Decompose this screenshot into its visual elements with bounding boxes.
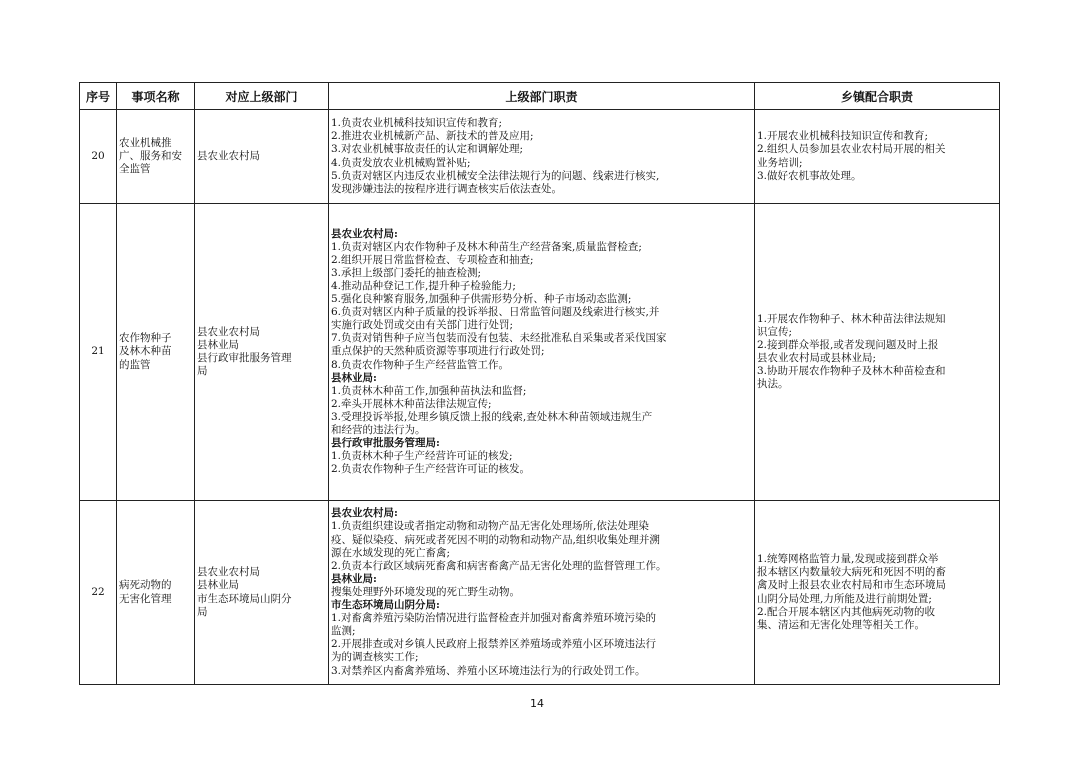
duty-line: 2.组织开展日常监督检查、专项检查和抽查; — [331, 253, 534, 266]
cell-item-name-line: 全监管 — [119, 163, 151, 176]
cell-superior-dept-line: 局 — [197, 365, 208, 378]
duty-line: 1.负责农业机械科技知识宣传和教育; — [331, 117, 503, 130]
cell-superior-duties — [329, 501, 755, 685]
duty-line: 1.负责对辖区内农作物种子及林木种苗生产经营备案,质量监督检查; — [331, 240, 642, 253]
header-superior-dept: 对应上级部门 — [195, 83, 329, 110]
duty-line: 2.开展排查或对乡镇人民政府上报禁养区养殖场或养殖小区环境违法行 — [331, 638, 657, 651]
duty-line: 4.负责发放农业机械购置补贴; — [331, 156, 471, 169]
duty-line: 1.负责林木种子生产经营许可证的核发; — [331, 450, 513, 463]
cell-superior-dept — [195, 204, 329, 501]
duty-line: 4.推动品种登记工作,提升种子检验能力; — [331, 279, 516, 292]
cell-item-name-line: 农业机械推 — [119, 136, 172, 149]
cell-township-duties-line: 1.开展农作物种子、林木种苗法律法规知 — [757, 312, 946, 325]
cell-superior-dept — [195, 110, 329, 204]
cell-township-duties-line: 业务培训; — [757, 156, 803, 169]
cell-township-duties-line: 禽及时上报县农业农村局和市生态环境局 — [757, 579, 946, 592]
cell-superior-dept-line: 县林业局 — [197, 579, 239, 592]
page-number: 14 — [530, 697, 544, 710]
cell-township-duties-line: 县农业农村局或县林业局; — [757, 352, 877, 364]
duty-line: 2.负责农作物种子生产经营许可证的核发。 — [331, 463, 531, 476]
duty-line: 搜集处理野外环境发现的死亡野生动物。 — [331, 585, 520, 598]
duty-line: 监测; — [331, 625, 356, 638]
cell-seq: 22 — [80, 501, 117, 685]
duty-line: 3.承担上级部门委托的抽查检测; — [331, 266, 482, 279]
duty-line: 3.受理投诉举报,处理乡镇反馈上报的线索,查处林木种苗领域违规生产 — [331, 410, 653, 423]
duty-line: 源在水域发现的死亡畜禽; — [331, 546, 451, 559]
duty-line: 5.负责对辖区内违反农业机械安全法律法规行为的问题、线索进行核实, — [331, 169, 660, 182]
cell-superior-duties — [329, 204, 755, 501]
duty-line: 和经营的违法行为。 — [331, 424, 426, 437]
duty-line: 重点保护的天然种质资源等事项进行行政处罚; — [331, 345, 545, 358]
cell-superior-dept-line: 县农业农村局 — [197, 325, 260, 338]
duty-dept-heading: 县林业局: — [331, 572, 377, 585]
cell-township-duties — [755, 110, 1000, 204]
cell-township-duties-line: 1.开展农业机械科技知识宣传和教育; — [757, 130, 929, 143]
cell-item-name-line: 无害化管理 — [119, 592, 172, 605]
cell-superior-dept-line: 市生态环境局山阴分 — [197, 592, 292, 605]
cell-superior-dept-line: 局 — [197, 605, 208, 618]
cell-superior-dept-line: 县农业农村局 — [197, 149, 260, 162]
duty-dept-heading: 市生态环境局山阴分局: — [331, 599, 440, 612]
header-township-duties: 乡镇配合职责 — [755, 83, 1000, 110]
cell-township-duties-line: 报本辖区内数量较大病死和死因不明的畜 — [757, 566, 946, 579]
duty-line: 为的调查核实工作; — [331, 651, 419, 664]
duty-line: 实施行政处罚或交由有关部门进行处罚; — [331, 319, 514, 332]
cell-item-name — [117, 501, 195, 685]
table-body — [80, 110, 1000, 685]
duty-line: 5.强化良种繁育服务,加强种子供需形势分析、种子市场动态监测; — [331, 293, 632, 306]
header-seq: 序号 — [80, 83, 117, 110]
cell-township-duties-line: 2.组织人员参加县农业农村局开展的相关 — [757, 143, 946, 156]
cell-item-name — [117, 110, 195, 204]
duty-line: 2.牵头开展林木种苗法律法规宣传; — [331, 397, 492, 410]
cell-superior-dept-line: 县行政审批服务管理 — [197, 352, 292, 364]
cell-item-name-line: 及林木种苗 — [119, 345, 172, 358]
cell-item-name-line: 广、服务和安 — [119, 149, 182, 162]
cell-superior-dept-line: 县农业农村局 — [197, 566, 260, 579]
duty-line: 8.负责农作物种子生产经营监管工作。 — [331, 358, 510, 371]
duty-dept-heading: 县行政审批服务管理局: — [331, 437, 440, 450]
cell-township-duties-line: 山阴分局处理,力所能及进行前期处置; — [757, 592, 932, 605]
cell-item-name — [117, 204, 195, 501]
duty-line: 2.推进农业机械新产品、新技术的普及应用; — [331, 130, 534, 143]
cell-item-name-line: 病死动物的 — [119, 579, 172, 592]
cell-superior-dept-line: 县林业局 — [197, 338, 239, 351]
cell-township-duties-line: 识宣传; — [757, 325, 793, 338]
duty-line: 2.负责本行政区域病死畜禽和病害畜禽产品无害化处理的监督管理工作。 — [331, 559, 667, 572]
cell-seq: 21 — [80, 204, 117, 501]
cell-township-duties-line: 集、清运和无害化处理等相关工作。 — [757, 618, 925, 631]
duty-dept-heading: 县农业农村局: — [331, 227, 398, 240]
cell-seq: 20 — [80, 110, 117, 204]
duty-line: 疫、疑似染疫、病死或者死因不明的动物和动物产品,组织收集处理并溯 — [331, 533, 660, 546]
cell-township-duties — [755, 204, 1000, 501]
duty-line: 6.负责对辖区内种子质量的投诉举报、日常监管问题及线索进行核实,并 — [331, 306, 660, 319]
duty-line: 3.对禁养区内畜禽养殖场、养殖小区环境违法行为的行政处罚工作。 — [331, 664, 646, 677]
duty-dept-heading: 县林业局: — [331, 371, 377, 384]
cell-township-duties — [755, 501, 1000, 685]
cell-item-name-line: 的监管 — [119, 358, 151, 371]
duty-line: 1.对畜禽养殖污染防治情况进行监督检查并加强对畜禽养殖环境污染的 — [331, 612, 657, 625]
cell-township-duties-line: 3.协助开展农作物种子及林木种苗检查和 — [757, 365, 946, 378]
duty-line: 发现涉嫌违法的按程序进行调查核实后依法查处。 — [331, 182, 562, 195]
duty-table — [79, 82, 1000, 685]
cell-superior-dept — [195, 501, 329, 685]
duty-line: 3.对农业机械事故责任的认定和调解处理; — [331, 143, 524, 156]
cell-township-duties-line: 1.统筹网格监管力量,发现或接到群众举 — [757, 553, 939, 566]
header-superior-duties: 上级部门职责 — [329, 83, 755, 110]
cell-township-duties-line: 2.配合开展本辖区内其他病死动物的收 — [757, 605, 936, 618]
duty-line: 7.负责对销售种子应当包装而没有包装、未经批准私自采集或者采伐国家 — [331, 332, 667, 345]
cell-township-duties-line: 2.接到群众举报,或者发现问题及时上报 — [757, 338, 939, 351]
cell-township-duties-line: 执法。 — [757, 378, 789, 391]
duty-line: 1.负责组织建设或者指定动物和动物产品无害化处理场所,依法处理染 — [331, 520, 649, 533]
cell-township-duties-line: 3.做好农机事故处理。 — [757, 169, 862, 182]
header-item-name: 事项名称 — [117, 83, 195, 110]
table-header-row — [80, 83, 1000, 110]
duty-dept-heading: 县农业农村局: — [331, 507, 398, 520]
table-row — [80, 204, 1000, 501]
cell-superior-duties — [329, 110, 755, 204]
table-row — [80, 110, 1000, 204]
table-row — [80, 501, 1000, 685]
duty-line: 1.负责林木种苗工作,加强种苗执法和监督; — [331, 384, 527, 397]
cell-item-name-line: 农作物种子 — [119, 332, 172, 345]
